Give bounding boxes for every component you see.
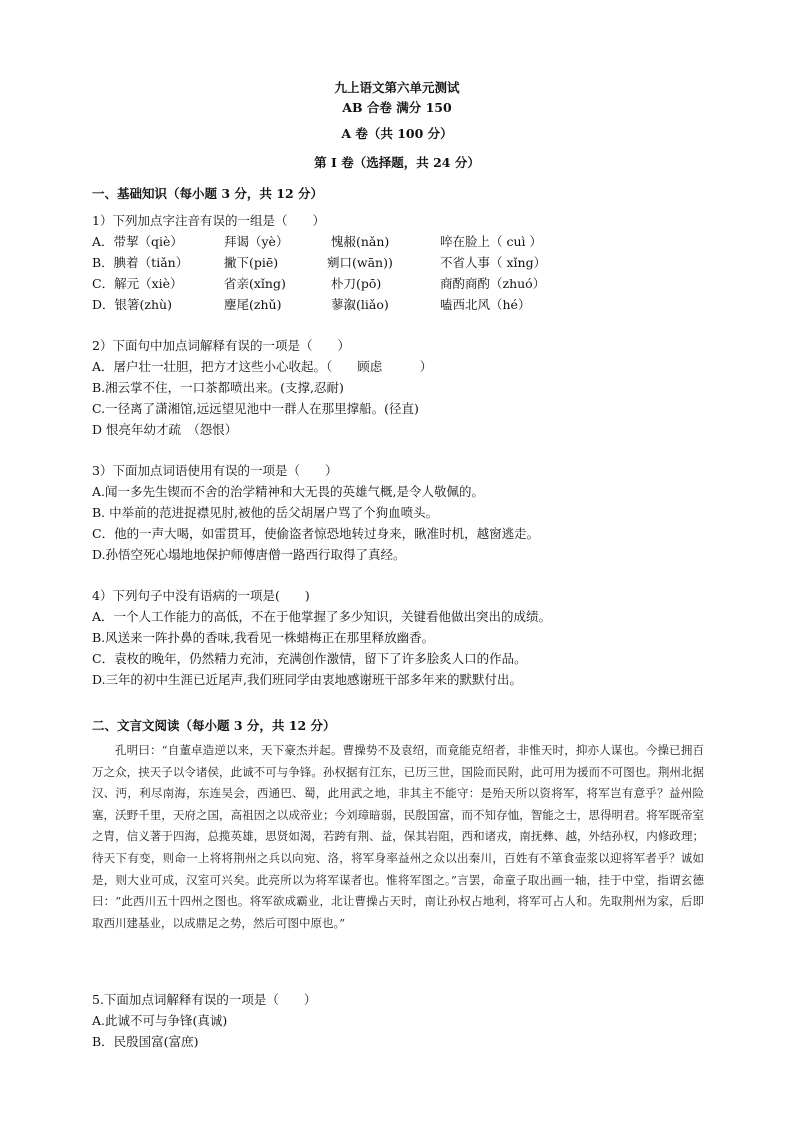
volume-1-heading: 第 I 卷（选择题，共 24 分） xyxy=(314,155,480,170)
q1-option-c-word3: 朴刀(pō) xyxy=(331,276,382,291)
q5-option-b: B．民殷国富(富庶) xyxy=(92,1034,199,1049)
question-1-stem: 1）下列加点字注音有误的一组是（ ） xyxy=(92,213,325,228)
exam-subtitle: AB 合卷 满分 150 xyxy=(342,100,452,115)
section-1-heading: 一、基础知识（每小题 3 分，共 12 分） xyxy=(92,186,324,201)
q1-option-b-word4: 不省人事（ xǐng） xyxy=(440,255,547,270)
q5-option-a: A.此诚不可与争锋(真诚) xyxy=(92,1013,228,1028)
q1-option-d-word1: D．银箸(zhù) xyxy=(92,297,172,312)
q3-option-b: B. 中举前的范进捉襟见肘,被他的岳父胡屠户骂了个狗血喷头。 xyxy=(92,505,439,520)
question-2-stem: 2）下面句中加点词解释有误的一项是（ ） xyxy=(92,338,350,353)
exam-title: 九上语文第六单元测试 xyxy=(334,80,460,95)
section-2-heading: 二、文言文阅读（每小题 3 分，共 12 分） xyxy=(92,718,336,733)
q1-option-c-word1: C．解元（xiè） xyxy=(92,276,183,291)
q4-option-d: D.三年的初中生涯已近尾声,我们班同学由衷地感谢班干部多年来的默默付出。 xyxy=(92,672,523,687)
question-5-stem: 5.下面加点词解释有误的一项是（ ） xyxy=(92,992,317,1007)
q4-option-b: B.风送来一阵扑鼻的香味,我看见一株蜡梅正在那里释放幽香。 xyxy=(92,630,435,645)
q1-option-d-word2: 麈尾(zhǔ) xyxy=(224,297,282,312)
classical-passage: 孔明曰：“自董卓造逆以来，天下豪杰并起。曹操势不及袁绍，而竟能克绍者，非惟天时，抑亦人谋也。今操已拥百万之众，挟天子以令诸侯，此诚不可与争锋。孙权据有江东，已历三世，国险而民附，此可用为援而不可图也。荆州北据汉、沔，利尽南海，东连吴会，西通巴、蜀，此用武之地，非其主不能守：是殆天所以资将军，将军岂有意乎？益州险塞，沃野千里，天府之国，高祖因之以成帝业；今刘璋暗弱，民殷国富，而不知存恤，智能之士，思得明君。将军既帝室之胄，信义著于四海，总揽英雄，思贤如渴，若跨有荆、益，保其岩阻，西和诸戎，南抚彝、越，外结孙权，内修政理；待天下有变，则命一上将将荆州之兵以向宛、洛，将军身率益州之众以出秦川，百姓有不箪食壶浆以迎将军者乎？诚如是，则大业可成，汉室可兴矣。此亮所以为将军谋者也。惟将军图之。”言罢，命童子取出画一轴，挂于中堂，指谓玄德曰：“此西川五十四州之图也。将军欲成霸业，北让曹操占天时，南让孙权占地利，将军可占人和。先取荆州为家，后即取西川建基业，以成鼎足之势，然后可图中原也。” xyxy=(92,743,704,930)
question-4-stem: 4）下列句子中没有语病的一项是( ) xyxy=(92,588,310,603)
q1-option-c-word2: 省亲(xǐng) xyxy=(224,276,286,291)
part-a-heading: A 卷（共 100 分） xyxy=(341,126,453,141)
q1-option-b-word3: 剜口(wān)) xyxy=(327,255,393,270)
q3-option-a: A.闻一多先生锲而不舍的治学精神和大无畏的英雄气概,是令人敬佩的。 xyxy=(92,484,484,499)
q1-option-a-word4: 啐在脸上（ cuì ） xyxy=(440,234,542,249)
q4-option-c: C．袁枚的晚年，仍然精力充沛，充满创作激情，留下了许多脍炙人口的作品。 xyxy=(92,651,527,666)
q2-option-c: C.一径离了潇湘馆,远远望见池中一群人在那里撑船。(径直) xyxy=(92,401,419,416)
q3-option-d: D.孙悟空死心塌地地保护师傅唐僧一路西行取得了真经。 xyxy=(92,547,406,562)
q1-option-d-word3: 蓼溆(liǎo) xyxy=(331,297,389,312)
q1-option-a-word3: 愧赧(nǎn) xyxy=(331,234,390,249)
question-3-stem: 3）下面加点词语使用有误的一项是（ ） xyxy=(92,463,338,478)
q1-option-a-word2: 拜谒（yè） xyxy=(224,234,289,249)
q1-option-c-word4: 商酌商酌（zhuó） xyxy=(440,276,546,291)
q3-option-c: C．他的一声大喝，如雷贯耳，使偷盗者惊恐地转过身来，瞅准时机，越窗逃走。 xyxy=(92,526,540,541)
q1-option-a-word1: A．带挈（qiè） xyxy=(92,234,183,249)
q2-option-b: B.湘云掌不住，一口茶都喷出来。(支撑,忍耐) xyxy=(92,380,344,395)
q1-option-b-word2: 撇下(piē) xyxy=(224,255,279,270)
q4-option-a: A．一个人工作能力的高低，不在于他掌握了多少知识，关键看他做出突出的成绩。 xyxy=(92,609,552,624)
q2-option-d: D 恨亮年幼才疏 （怨恨） xyxy=(92,422,238,437)
q1-option-b-word1: B．腆着（tiǎn） xyxy=(92,255,189,270)
q2-option-a: A．屠户壮一壮胆，把方才这些小心收起。（ 顾虑 ） xyxy=(92,359,433,374)
q1-option-d-word4: 嗑西北风（hé） xyxy=(440,297,531,312)
